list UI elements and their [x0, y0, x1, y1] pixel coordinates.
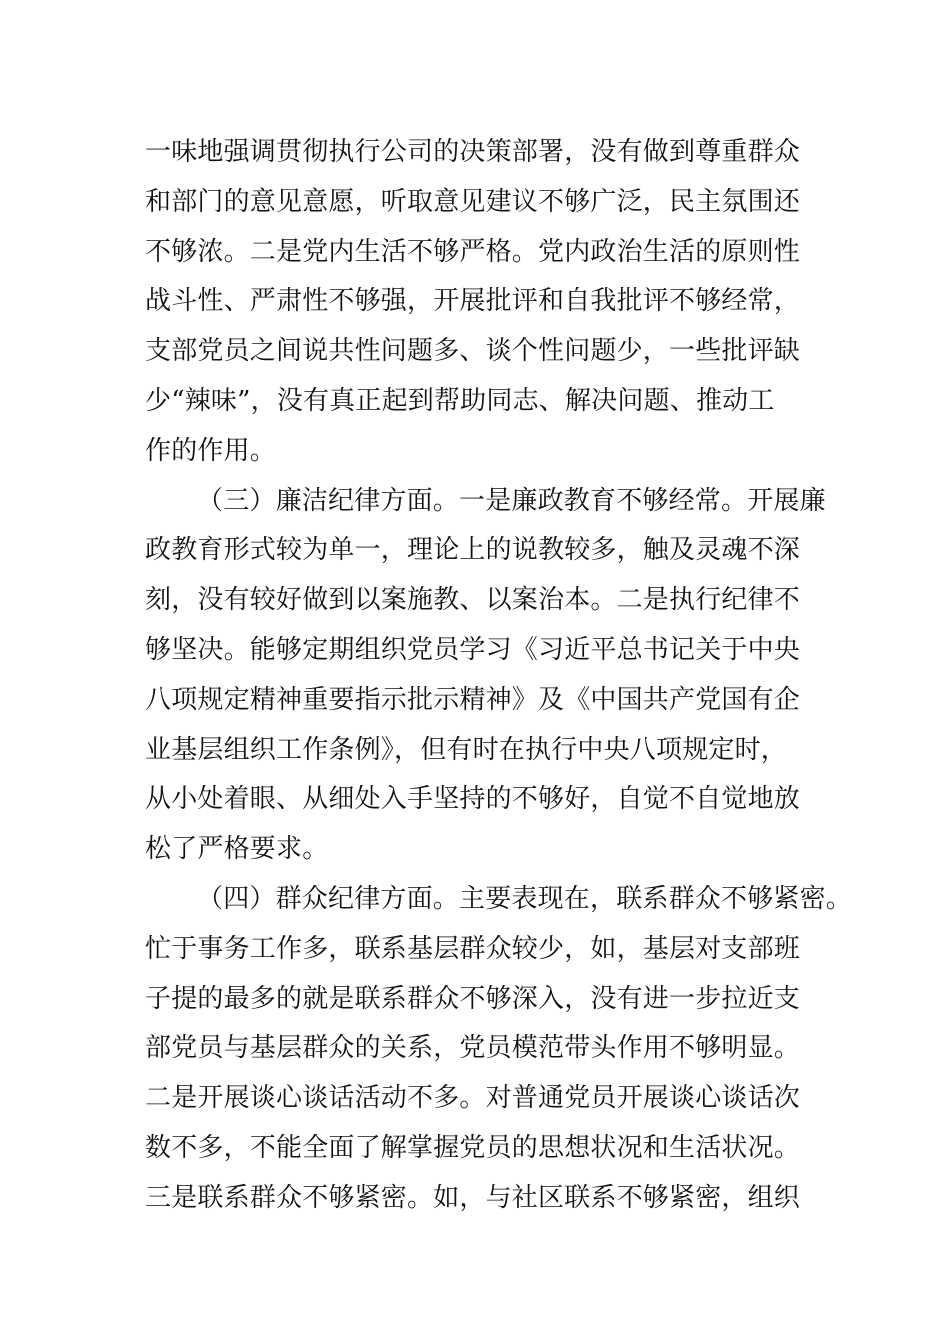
- text-line: 少“辣味”，没有真正起到帮助同志、解决问题、推动工: [145, 385, 775, 416]
- text-line: 从小处着眼、从细处入手坚持的不够好，自觉不自觉地放: [145, 784, 801, 815]
- text-line: 数不多，不能全面了解掌握党员的思想状况和生活状况。: [145, 1132, 801, 1163]
- section-heading-line: （四）群众纪律方面。主要表现在，联系群众不够紧密。: [197, 883, 853, 914]
- text-line: 刻，没有较好做到以案施教、以案治本。二是执行纪律不: [145, 585, 801, 616]
- text-line: 子提的最多的就是联系群众不够深入，没有进一步拉近支: [145, 983, 801, 1014]
- text-line: 战斗性、严肃性不够强，开展批评和自我批评不够经常，: [145, 286, 801, 317]
- text-line: 作的作用。: [145, 435, 277, 466]
- section-heading-line: （三）廉洁纪律方面。一是廉政教育不够经常。开展廉: [197, 485, 826, 516]
- text-line: 松了严格要求。: [145, 834, 329, 865]
- text-line: 二是开展谈心谈话活动不多。对普通党员开展谈心谈话次: [145, 1083, 801, 1114]
- text-line: 政教育形式较为单一，理论上的说教较多，触及灵魂不深: [145, 535, 801, 566]
- text-line: 忙于事务工作多，联系基层群众较少，如，基层对支部班: [145, 933, 801, 964]
- text-line: 三是联系群众不够紧密。如，与社区联系不够紧密，组织: [145, 1182, 801, 1213]
- text-line: 不够浓。二是党内生活不够严格。党内政治生活的原则性: [145, 236, 801, 267]
- text-line: 业基层组织工作条例》，但有时在执行中央八项规定时，: [145, 734, 788, 765]
- text-line: 一味地强调贯彻执行公司的决策部署，没有做到尊重群众: [145, 137, 801, 167]
- body-text: [145, 128, 853, 1224]
- text-line: 支部党员之间说共性问题多、谈个性问题少，一些批评缺: [145, 336, 801, 367]
- text-line: 够坚决。能够定期组织党员学习《习近平总书记关于中央: [145, 634, 801, 665]
- text-line: 八项规定精神重要指示批示精神》及《中国共产党国有企: [145, 684, 801, 715]
- text-line: 部党员与基层群众的关系，党员模范带头作用不够明显。: [145, 1033, 801, 1064]
- text-line: 和部门的意见意愿，听取意见建议不够广泛，民主氛围还: [145, 186, 801, 217]
